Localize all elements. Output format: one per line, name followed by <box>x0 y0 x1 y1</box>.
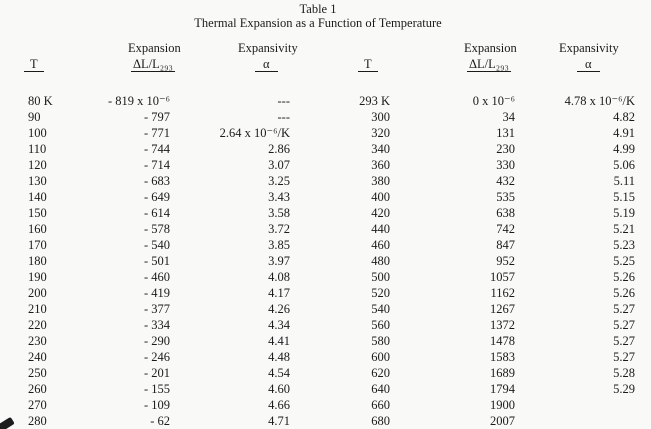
table-row <box>0 333 651 349</box>
table-cell: 500 <box>371 270 390 284</box>
table-cell: 5.26 <box>613 270 635 284</box>
table-cell: 3.58 <box>268 206 290 220</box>
table-row <box>0 397 651 413</box>
table-row <box>0 221 651 237</box>
table-cell: 5.28 <box>613 366 635 380</box>
table-cell: - 649 <box>143 190 170 204</box>
table-row <box>0 93 651 109</box>
table-caption: Thermal Expansion as a Function of Temperature <box>194 16 442 30</box>
table-cell: 293 K <box>359 94 390 108</box>
table-cell: 150 <box>28 206 47 220</box>
table-cell: 952 <box>496 254 515 268</box>
table-cell: 5.27 <box>613 318 635 332</box>
table-cell: 320 <box>371 126 390 140</box>
table-cell: - 290 <box>143 334 170 348</box>
table-cell: 5.27 <box>613 302 635 316</box>
table-cell: 280 <box>28 414 47 428</box>
table-cell: 3.85 <box>268 238 290 252</box>
table-cell: 360 <box>371 158 390 172</box>
alpha-symbol: α <box>255 57 278 72</box>
table-cell: 1162 <box>490 286 515 300</box>
table-cell: 460 <box>371 238 390 252</box>
table-cell: - 334 <box>143 318 170 332</box>
dl-l293-symbol: ΔL/L₂₉₃ <box>133 57 173 71</box>
table-cell: 210 <box>28 302 47 316</box>
table-cell: 1689 <box>490 366 515 380</box>
table-cell: 600 <box>371 350 390 364</box>
table-row <box>0 381 651 397</box>
table-cell: 638 <box>496 206 515 220</box>
table-cell: 200 <box>28 286 47 300</box>
header-t-left <box>24 57 44 72</box>
table-cell: 5.29 <box>613 382 635 396</box>
table-cell: 3.07 <box>268 158 290 172</box>
table-cell: 4.91 <box>613 126 635 140</box>
table-cell: 120 <box>28 158 47 172</box>
table-cell: 1900 <box>490 398 515 412</box>
table-cell: 5.19 <box>613 206 635 220</box>
table-cell: 620 <box>371 366 390 380</box>
table-cell: 5.26 <box>613 286 635 300</box>
table-cell: 180 <box>28 254 47 268</box>
table-cell: 250 <box>28 366 47 380</box>
table-cell: 2007 <box>490 414 515 428</box>
table-cell: 847 <box>496 238 515 252</box>
table-cell: - 614 <box>143 206 170 220</box>
table-cell: - 683 <box>143 174 170 188</box>
table-cell: 131 <box>496 126 515 140</box>
table-cell: - 201 <box>143 366 170 380</box>
table-cell: - 109 <box>143 398 170 412</box>
table-cell: 230 <box>28 334 47 348</box>
table-cell: - 771 <box>143 126 170 140</box>
table-cell: 640 <box>371 382 390 396</box>
table-cell: 520 <box>371 286 390 300</box>
table-row <box>0 109 651 125</box>
header-alpha-left <box>255 57 278 72</box>
table-cell: 1583 <box>490 350 515 364</box>
table-cell: - 377 <box>143 302 170 316</box>
table-cell: - 62 <box>150 414 170 428</box>
table-cell: 260 <box>28 382 47 396</box>
table-cell: - 501 <box>143 254 170 268</box>
table-cell: 230 <box>496 142 515 156</box>
data-table <box>0 93 651 429</box>
table-cell: - 578 <box>143 222 170 236</box>
table-cell: 1267 <box>490 302 515 316</box>
table-cell: 680 <box>371 414 390 428</box>
table-cell: 5.23 <box>613 238 635 252</box>
table-cell: 130 <box>28 174 47 188</box>
table-cell: 330 <box>496 158 515 172</box>
table-row <box>0 285 651 301</box>
table-cell: - 460 <box>143 270 170 284</box>
table-row <box>0 349 651 365</box>
table-row <box>0 365 651 381</box>
table-cell: 3.25 <box>268 174 290 188</box>
t-symbol: T <box>24 57 44 72</box>
table-cell: 4.08 <box>268 270 290 284</box>
table-cell: 742 <box>496 222 515 236</box>
table-cell: - 714 <box>143 158 170 172</box>
table-row <box>0 141 651 157</box>
table-cell: 4.71 <box>268 414 290 428</box>
table-row <box>0 317 651 333</box>
dl-l293-symbol: ΔL/L₂₉₃ <box>469 57 509 71</box>
table-number: Table 1 <box>299 2 337 16</box>
table-cell: 300 <box>371 110 390 124</box>
table-cell: 4.99 <box>613 142 635 156</box>
table-cell: 1478 <box>490 334 515 348</box>
table-cell: - 419 <box>143 286 170 300</box>
table-title-block <box>0 2 636 30</box>
table-cell: 540 <box>371 302 390 316</box>
table-cell: --- <box>277 94 290 108</box>
table-cell: 190 <box>28 270 47 284</box>
table-cell: 420 <box>371 206 390 220</box>
table-row <box>0 301 651 317</box>
table-cell: 580 <box>371 334 390 348</box>
table-cell: 100 <box>28 126 47 140</box>
table-cell: 2.86 <box>268 142 290 156</box>
table-cell: 5.25 <box>613 254 635 268</box>
table-cell: 34 <box>502 110 515 124</box>
header-dl-l293-left <box>131 57 175 72</box>
header-expansion-right: Expansion <box>464 41 517 55</box>
table-row <box>0 205 651 221</box>
table-cell: 480 <box>371 254 390 268</box>
table-cell: 4.26 <box>268 302 290 316</box>
table-cell: 240 <box>28 350 47 364</box>
table-row <box>0 413 651 429</box>
table-cell: 110 <box>28 142 47 156</box>
header-dl-l293-right <box>467 57 511 72</box>
table-cell: - 744 <box>143 142 170 156</box>
table-cell: 2.64 x 10⁻⁶/K <box>219 126 290 140</box>
table-cell: 5.27 <box>613 334 635 348</box>
table-cell: 4.66 <box>268 398 290 412</box>
table-cell: 560 <box>371 318 390 332</box>
table-cell: 170 <box>28 238 47 252</box>
table-cell: 1794 <box>490 382 515 396</box>
table-cell: 4.54 <box>268 366 290 380</box>
header-alpha-right <box>577 57 600 72</box>
table-cell: - 155 <box>143 382 170 396</box>
table-row <box>0 125 651 141</box>
table-row <box>0 157 651 173</box>
table-cell: 4.78 x 10⁻⁶/K <box>564 94 635 108</box>
table-cell: 3.43 <box>268 190 290 204</box>
table-cell: 4.82 <box>613 110 635 124</box>
header-expansivity-left: Expansivity <box>238 41 298 55</box>
table-cell: 5.27 <box>613 350 635 364</box>
table-cell: 1057 <box>490 270 515 284</box>
table-cell: 660 <box>371 398 390 412</box>
table-cell: 5.06 <box>613 158 635 172</box>
header-expansivity-right: Expansivity <box>559 41 619 55</box>
table-cell: 5.21 <box>613 222 635 236</box>
table-cell: 4.60 <box>268 382 290 396</box>
table-cell: - 540 <box>143 238 170 252</box>
table-cell: 5.11 <box>613 174 635 188</box>
table-cell: 535 <box>496 190 515 204</box>
table-cell: 4.17 <box>268 286 290 300</box>
table-cell: - 819 x 10⁻⁶ <box>108 94 170 108</box>
table-cell <box>515 397 635 413</box>
table-cell: 4.48 <box>268 350 290 364</box>
table-cell: --- <box>277 110 290 124</box>
table-row <box>0 189 651 205</box>
table-cell: 380 <box>371 174 390 188</box>
table-row <box>0 269 651 285</box>
table-cell: 220 <box>28 318 47 332</box>
table-cell: 0 x 10⁻⁶ <box>472 94 515 108</box>
table-cell: 3.97 <box>268 254 290 268</box>
table-cell: 4.34 <box>268 318 290 332</box>
table-row <box>0 173 651 189</box>
table-cell: 400 <box>371 190 390 204</box>
table-cell: 140 <box>28 190 47 204</box>
table-cell: 5.15 <box>613 190 635 204</box>
table-cell: 80 K <box>28 94 53 108</box>
table-cell: 432 <box>496 174 515 188</box>
table-row <box>0 253 651 269</box>
header-expansion-left: Expansion <box>128 41 181 55</box>
t-symbol: T <box>358 57 378 72</box>
table-cell: 340 <box>371 142 390 156</box>
header-t-right <box>358 57 378 72</box>
table-row <box>0 237 651 253</box>
table-cell: 90 <box>28 110 41 124</box>
table-cell <box>515 413 635 429</box>
table-cell: 1372 <box>490 318 515 332</box>
table-cell: 3.72 <box>268 222 290 236</box>
alpha-symbol: α <box>577 57 600 72</box>
table-cell: 440 <box>371 222 390 236</box>
table-cell: 160 <box>28 222 47 236</box>
table-cell: 270 <box>28 398 47 412</box>
table-cell: - 797 <box>143 110 170 124</box>
table-cell: - 246 <box>143 350 170 364</box>
table-cell: 4.41 <box>268 334 290 348</box>
